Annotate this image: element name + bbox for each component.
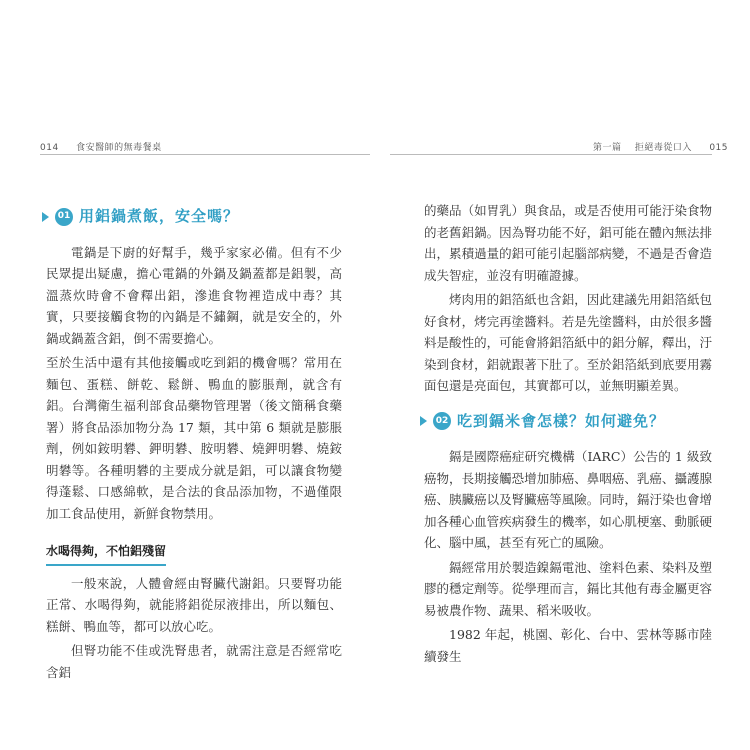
right-header-rule	[390, 154, 712, 155]
section-title: 用鋁鍋煮飯，安全嗎？	[79, 207, 240, 225]
chapter-title: 拒絕毒從口入	[634, 143, 692, 153]
play-triangle-icon	[42, 212, 49, 222]
subheading	[46, 541, 166, 563]
part-label: 第一篇	[593, 143, 622, 153]
paragraph: 一般來說，人體會經由腎臟代謝鋁。只要腎功能正常、水喝得夠，就能將鋁從尿液排出，所以麵包、糕餅、鴨血等，都可以放心吃。	[46, 575, 342, 634]
left-header-rule	[40, 154, 370, 155]
paragraph: 鎘經常用於製造鎳鎘電池、塗料色素、染料及塑膠的穩定劑等。從學理而言，鎘比其他有毒金屬更容易被農作物、蔬果、稻米吸收。	[424, 559, 712, 618]
section-heading-02	[420, 411, 712, 433]
left-page-number: 014	[40, 143, 59, 153]
paragraph: 1982 年起，桃園、彰化、台中、雲林等縣市陸續發生	[424, 627, 712, 664]
book-title: 食安醫師的無毒餐桌	[76, 143, 162, 153]
section-heading-01	[42, 206, 342, 228]
play-triangle-icon	[420, 416, 427, 426]
right-page-body	[424, 200, 712, 670]
section-number-badge: 01	[55, 208, 73, 226]
paragraph: 的藥品（如胃乳）與食品，或是否使用可能汙染食物的老舊鋁鍋。因為腎功能不好，鋁可能在體內無法排出，累積過量的鋁可能引起腦部病變，不過是否會造成失智症，並沒有明確證據。	[424, 203, 712, 283]
left-page-header	[40, 140, 162, 153]
paragraph: 烤肉用的鋁箔紙也含鋁，因此建議先用鋁箔紙包好食材，烤完再塗醬料。若是先塗醬料，由於很多醬料是酸性的，可能會將鋁箔紙中的鋁分解，釋出，汙染到食材，鋁就跟著下肚了。至於鋁箔紙到底要用霧面包還是亮面包，其實都可以，並無明顯差異。	[424, 292, 712, 393]
paragraph: 電鍋是下廚的好幫手，幾乎家家必備。但有不少民眾提出疑慮，擔心電鍋的外鍋及鍋蓋都是鋁製，高溫蒸炊時會不會釋出鋁，滲進食物裡造成中毒？其實，只要接觸食物的內鍋是不鏽鋼，就是安全的，外鍋或鍋蓋含鋁，倒不需要擔心。	[46, 244, 342, 346]
right-page-number: 015	[709, 143, 728, 153]
section-title: 吃到鎘米會怎樣？如何避免？	[457, 411, 666, 430]
section-number-badge: 02	[433, 412, 451, 430]
subheading-underline	[46, 564, 166, 566]
paragraph: 但腎功能不佳或洗腎患者，就需注意是否經常吃含鋁	[46, 643, 342, 680]
subheading-text: 水喝得夠，不怕鋁殘留	[46, 544, 167, 558]
paragraph: 鎘是國際癌症研究機構（IARC）公告的 1 級致癌物，長期接觸恐增加肺癌、鼻咽癌、乳癌、攝護腺癌、胰臟癌以及腎臟癌等風險。同時，鎘汙染也會增加各種心血管疾病發生的機率，如心肌梗塞、動脈硬化、腦中風，甚至有死亡的風險。	[424, 449, 712, 550]
paragraph: 至於生活中還有其他接觸或吃到鋁的機會嗎？常用在麵包、蛋糕、餅乾、鬆餅、鴨血的膨脹劑，就含有鋁。台灣衛生福利部食品藥物管理署（後文簡稱食藥署）將食品添加物分為 17 類，其中第 6 類就是膨脹劑，例如銨明礬、鉀明礬、胺明礬、燒鉀明礬、燒銨明礬等。各種明礬的主要成分就是鋁，可以讓食物變得蓬鬆、口感綿軟，是合法的食品添加物，不過僅限加工食品使用，新鮮食物禁用。	[46, 355, 342, 521]
left-page-body	[46, 206, 342, 686]
right-page-header	[593, 140, 728, 153]
